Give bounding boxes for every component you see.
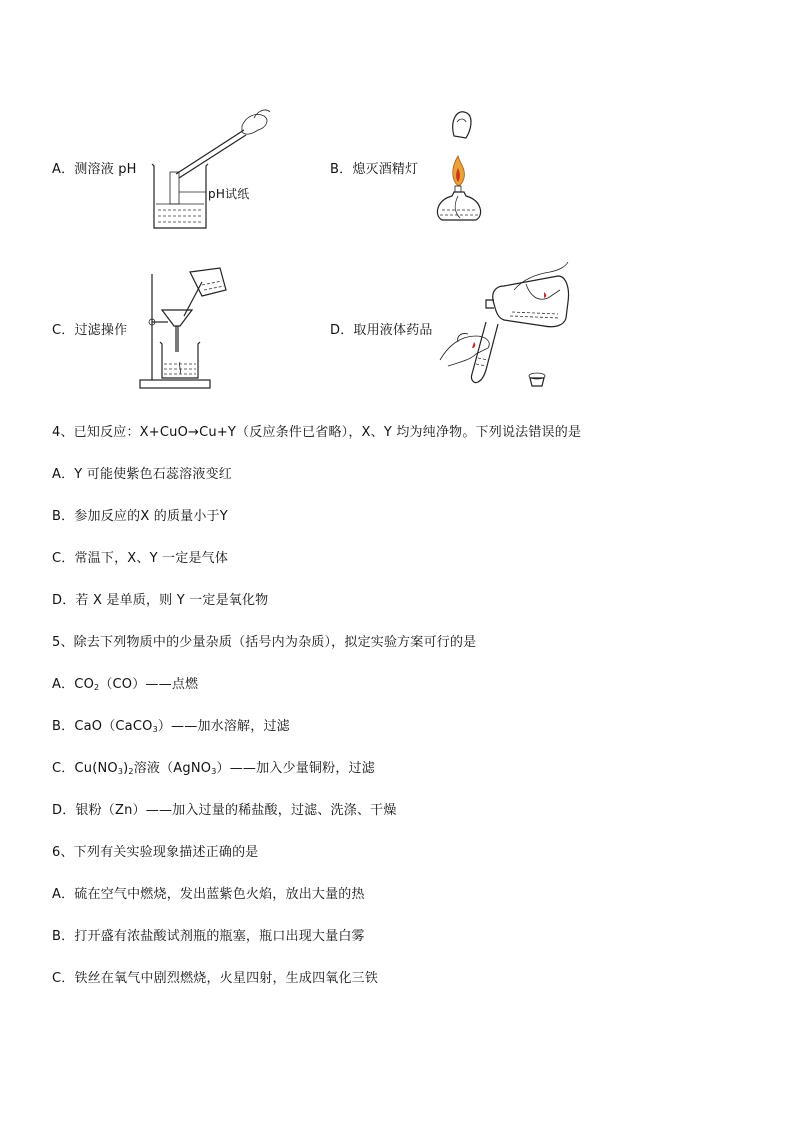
figure-b-label: B．熄灭酒精灯: [330, 162, 419, 177]
q4-option-c: C．常温下，X、Y 一定是气体: [52, 551, 229, 566]
figure-a-label: A．测溶液 pH: [52, 162, 137, 177]
q5-stem: 5、除去下列物质中的少量杂质（括号内为杂质），拟定实验方案可行的是: [52, 635, 477, 650]
q4-option-b: B．参加反应的X 的质量小于Y: [52, 509, 228, 524]
figure-d-illustration: [440, 262, 572, 394]
q6-option-a: A．硫在空气中燃烧，发出蓝紫色火焰，放出大量的热: [52, 887, 365, 902]
q4-option-d: D．若 X 是单质，则 Y 一定是氧化物: [52, 593, 269, 608]
q5-option-c: C．$Cu(NO_3)_2$溶液（AgNO$_3$）——加入少量铜粉，过滤: [52, 761, 375, 776]
figure-c-label: C．过滤操作: [52, 323, 128, 338]
q5-option-b: B．CaO（CaCO$_3$）——加水溶解，过滤: [52, 719, 290, 734]
q6-option-b: B．打开盛有浓盐酸试剂瓶的瓶塞，瓶口出现大量白雾: [52, 929, 365, 944]
q6-option-c: C．铁丝在氧气中剧烈燃烧，火星四射，生成四氧化三铁: [52, 971, 379, 986]
q5-option-d: D．银粉（Zn）——加入过量的稀盐酸，过滤、洗涤、干燥: [52, 803, 397, 818]
figure-a-annotation: pH试纸: [208, 187, 250, 201]
q6-stem: 6、下列有关实验现象描述正确的是: [52, 845, 259, 860]
q4-stem: 4、已知反应：X+CuO→Cu+Y（反应条件已省略），X、Y 均为纯净物。下列说法错误的是: [52, 425, 582, 440]
figure-c-illustration: [140, 268, 232, 392]
figure-a-illustration: [148, 108, 278, 232]
q5-option-a: A．$CO_2(CO)——$点燃: [52, 677, 199, 692]
q4-option-a: A．Y 可能使紫色石蕊溶液变红: [52, 467, 232, 482]
figure-d-label: D．取用液体药品: [330, 323, 433, 338]
figure-b-illustration: [430, 108, 490, 224]
